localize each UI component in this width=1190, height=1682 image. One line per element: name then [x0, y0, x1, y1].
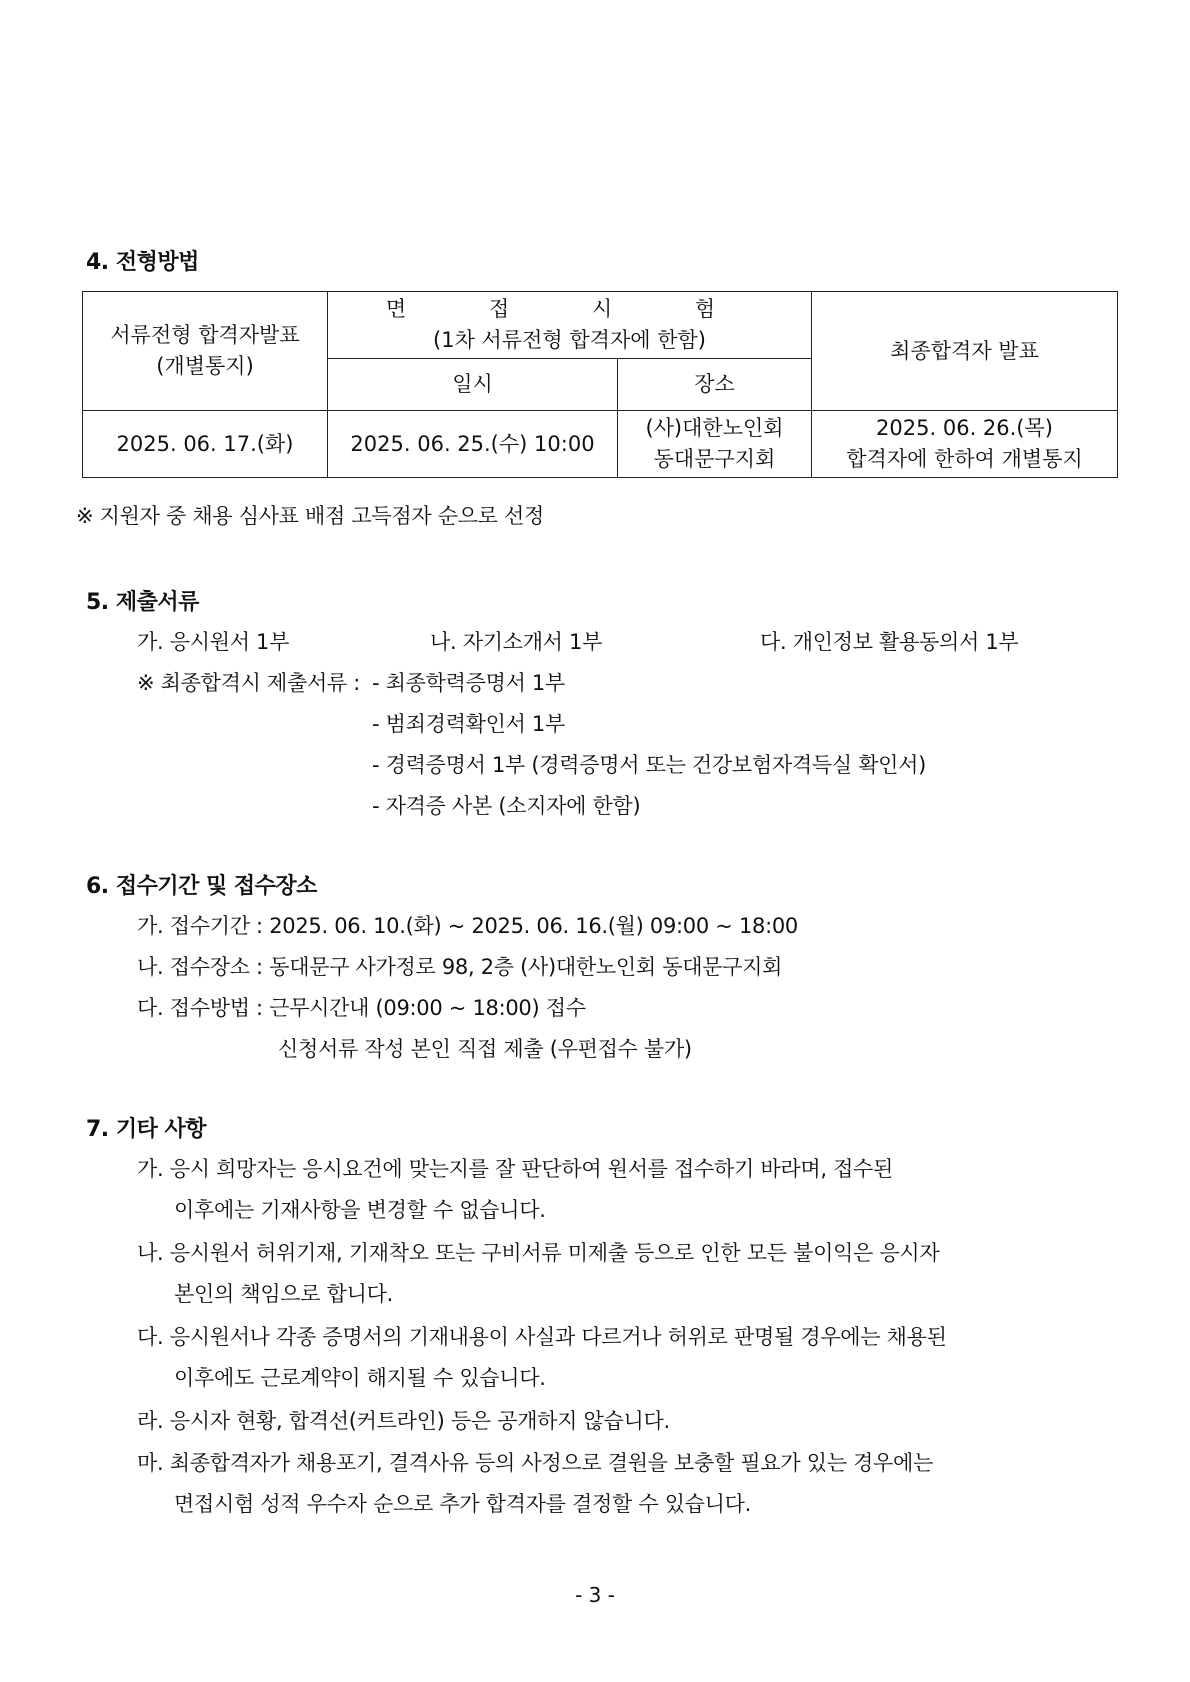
selection-schedule-table	[82, 291, 1118, 478]
misc-item-cont: 본인의 책임으로 합니다.	[174, 1282, 393, 1306]
misc-item-cont: 이후에는 기재사항을 변경할 수 없습니다.	[174, 1198, 546, 1222]
final-line1: 2025. 06. 26.(목)	[876, 416, 1053, 440]
final-doc-item: - 범죄경력확인서 1부	[372, 712, 565, 736]
place-line2: 동대문구지회	[653, 447, 776, 471]
final-result-header: 최종합격자 발표	[812, 292, 1118, 411]
section4-heading: 4. 전형방법	[86, 250, 199, 275]
section5-heading: 5. 제출서류	[86, 590, 199, 615]
doc-item-a: 가. 응시원서 1부	[137, 630, 290, 654]
doc-result-header-line2: (개별통지)	[156, 354, 254, 378]
doc-item-c: 다. 개인정보 활용동의서 1부	[760, 630, 1019, 654]
interview-header-line1: 면 접 시 험	[385, 297, 754, 321]
interview-header	[328, 292, 812, 359]
final-docs-prefix: ※ 최종합격시 제출서류 :	[137, 671, 361, 695]
reception-place: 나. 접수장소 : 동대문구 사가정로 98, 2층 (사)대한노인회 동대문구지회	[137, 955, 783, 979]
doc-result-header	[83, 292, 328, 411]
section6-heading: 6. 접수기간 및 접수장소	[86, 874, 317, 899]
final-doc-item: - 최종학력증명서 1부	[372, 671, 565, 695]
reception-method-line2: 신청서류 작성 본인 직접 제출 (우편접수 불가)	[278, 1037, 692, 1061]
page-number: - 3 -	[575, 1583, 615, 1607]
section4-note: ※ 지원자 중 채용 심사표 배점 고득점자 순으로 선정	[76, 504, 545, 528]
doc-result-header-line1: 서류전형 합격자발표	[110, 323, 300, 347]
misc-item: 가. 응시 희망자는 응시요건에 맞는지를 잘 판단하여 원서를 접수하기 바라며, 접수된	[137, 1157, 894, 1181]
interview-place	[618, 411, 812, 478]
misc-item: 라. 응시자 현황, 합격선(커트라인) 등은 공개하지 않습니다.	[137, 1409, 670, 1433]
misc-item: 다. 응시원서나 각종 증명서의 기재내용이 사실과 다르거나 허위로 판명될 경우에는 채용된	[137, 1325, 947, 1349]
final-line2: 합격자에 한하여 개별통지	[846, 447, 1083, 471]
interview-place-header: 장소	[618, 359, 812, 411]
misc-item: 마. 최종합격자가 채용포기, 결격사유 등의 사정으로 결원을 보충할 필요가 있는 경우에는	[137, 1451, 933, 1475]
reception-method: 다. 접수방법 : 근무시간내 (09:00 ~ 18:00) 접수	[137, 996, 586, 1020]
misc-item-cont: 면접시험 성적 우수자 순으로 추가 합격자를 결정할 수 있습니다.	[174, 1492, 752, 1516]
interview-datetime-header: 일시	[328, 359, 618, 411]
misc-item-cont: 이후에도 근로계약이 해지될 수 있습니다.	[174, 1366, 546, 1390]
doc-result-date: 2025. 06. 17.(화)	[83, 411, 328, 478]
reception-period: 가. 접수기간 : 2025. 06. 10.(화) ~ 2025. 06. 16.(월) 09:00 ~ 18:00	[137, 914, 798, 938]
final-result	[812, 411, 1118, 478]
final-doc-item: - 자격증 사본 (소지자에 한함)	[372, 794, 641, 818]
doc-item-b: 나. 자기소개서 1부	[430, 630, 603, 654]
interview-header-line2: (1차 서류전형 합격자에 한함)	[433, 328, 706, 352]
misc-item: 나. 응시원서 허위기재, 기재착오 또는 구비서류 미제출 등으로 인한 모든 불이익은 응시자	[137, 1241, 940, 1265]
interview-datetime: 2025. 06. 25.(수) 10:00	[328, 411, 618, 478]
final-doc-item: - 경력증명서 1부 (경력증명서 또는 건강보험자격득실 확인서)	[372, 753, 927, 777]
place-line1: (사)대한노인회	[645, 416, 784, 440]
section7-heading: 7. 기타 사항	[86, 1117, 206, 1142]
